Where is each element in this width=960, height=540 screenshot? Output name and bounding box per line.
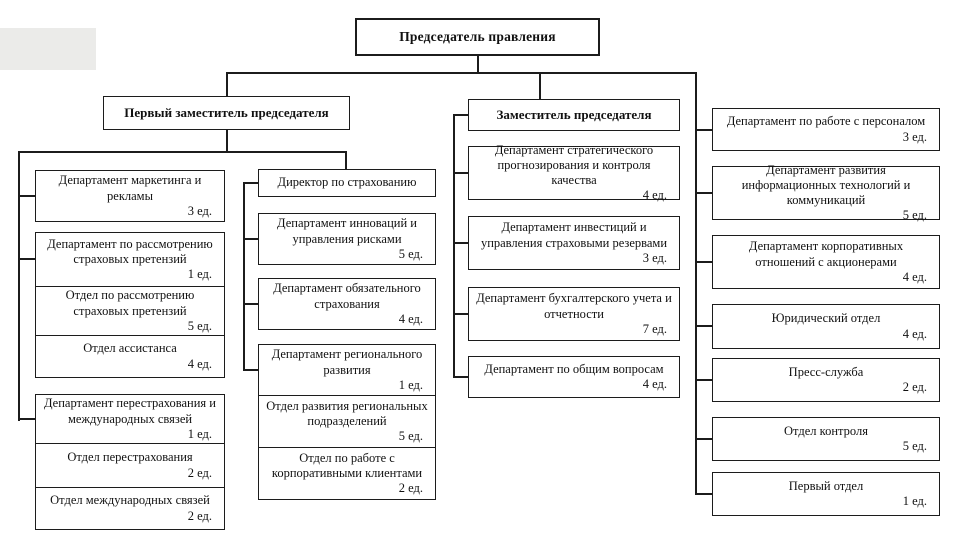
box-shareholder-relations-dept (712, 235, 940, 289)
connector-drop-deputy (539, 72, 541, 100)
box-reinsurance-dept (35, 394, 225, 444)
box-press-service (712, 358, 940, 402)
connector-stub-col1-2 (18, 258, 36, 260)
connector-left-rail (18, 151, 347, 153)
box-hr-dept (712, 108, 940, 151)
box-label: Департамент обязательного страхования (273, 281, 421, 311)
connector-stub-col4-5 (695, 379, 713, 381)
box-label: Пресс-служба (788, 364, 864, 379)
connector-stub-col4-4 (695, 325, 713, 327)
box-label: Первый заместитель председателя (124, 105, 329, 121)
box-units: 3 ед. (902, 129, 927, 144)
box-units: 7 ед. (642, 321, 667, 336)
box-label: Департамент инноваций и управления рисками (277, 216, 417, 246)
box-label: Департамент перестрахования и международных связей (43, 396, 216, 426)
connector-stub-col4-2 (695, 192, 713, 194)
box-label: Департамент бухгалтерского учета и отчетности (476, 291, 672, 321)
box-label: Отдел ассистанса (83, 341, 177, 356)
box-legal-unit (712, 304, 940, 349)
connector-stub-col4-6 (695, 438, 713, 440)
box-marketing-dept (35, 170, 225, 222)
connector-top-rail (226, 72, 697, 74)
box-units: 4 ед. (642, 377, 667, 392)
connector-stub-col2-1 (243, 182, 259, 184)
box-investments-dept (468, 216, 680, 270)
connector-drop-first-deputy (226, 72, 228, 97)
box-units: 4 ед. (642, 188, 667, 203)
box-label: Департамент регионального развития (271, 347, 423, 377)
box-label: Председатель правления (399, 28, 556, 44)
box-units: 2 ед. (398, 481, 423, 496)
connector-col2-spine (243, 182, 245, 371)
box-label: Заместитель председателя (496, 107, 652, 123)
box-label: Отдел развития региональных подразделений (266, 398, 428, 428)
connector-stub-col3-0 (453, 114, 469, 116)
box-label: Отдел контроля (784, 423, 868, 438)
box-units: 5 ед. (902, 439, 927, 454)
box-label: Отдел по рассмотрению страховых претензий (65, 288, 195, 318)
box-label: Департамент развития информационных технологий и коммуникаций (741, 162, 911, 208)
box-label: Департамент маркетинга и рекламы (58, 173, 202, 203)
box-label: Отдел международных связей (50, 493, 210, 508)
box-mandatory-insurance-dept (258, 278, 436, 330)
connector-col3-spine (453, 114, 455, 378)
box-units: 2 ед. (187, 465, 212, 480)
connector-first-deputy-down (226, 130, 228, 153)
box-label: Департамент по общим вопросам (484, 361, 664, 376)
box-label: Департамент по рассмотрению страховых претензий (47, 236, 213, 266)
box-it-dept (712, 162, 940, 223)
box-label: Департамент стратегического прогнозирования и контроля качества (494, 142, 654, 188)
box-label: Директор по страхованию (277, 175, 417, 190)
connector-drop-director (345, 151, 347, 170)
connector-stub-col1-1 (18, 195, 36, 197)
box-accounting-dept (468, 287, 680, 341)
connector-stub-col2-2 (243, 238, 259, 240)
box-insurance-director (258, 169, 436, 197)
box-units: 5 ед. (398, 429, 423, 444)
box-units: 3 ед. (187, 203, 212, 218)
box-label: Отдел по работе с корпоративными клиентами (271, 450, 423, 480)
box-regional-dept (258, 344, 436, 396)
box-strategic-dept (468, 142, 680, 203)
connector-stub-col3-3 (453, 313, 469, 315)
box-units: 5 ед. (902, 208, 927, 223)
box-units: 4 ед. (902, 326, 927, 341)
connector-root-drop (477, 56, 479, 73)
box-international-unit (35, 488, 225, 530)
connector-stub-col2-3 (243, 303, 259, 305)
box-assistance-unit (35, 336, 225, 378)
box-reinsurance-unit (35, 444, 225, 488)
box-innovation-dept (258, 213, 436, 265)
scan-artifact (0, 28, 96, 70)
box-units: 1 ед. (187, 426, 212, 441)
box-corporate-clients-unit (258, 448, 436, 500)
connector-stub-col1-3 (18, 418, 36, 420)
box-regional-dev-unit (258, 396, 436, 448)
box-label: Департамент корпоративных отношений с акционерами (748, 239, 904, 269)
box-units: 4 ед. (902, 269, 927, 284)
box-units: 2 ед. (187, 508, 212, 523)
box-units: 5 ед. (187, 318, 212, 333)
box-control-unit (712, 417, 940, 461)
box-claims-unit (35, 287, 225, 336)
box-units: 5 ед. (398, 246, 423, 261)
connector-stub-col3-2 (453, 242, 469, 244)
box-label: Департамент по работе с персоналом (726, 114, 926, 129)
box-units: 4 ед. (398, 311, 423, 326)
box-units: 4 ед. (187, 356, 212, 371)
box-deputy (468, 99, 680, 131)
box-units: 1 ед. (398, 377, 423, 392)
box-chairman (355, 18, 600, 56)
connector-stub-col4-7 (695, 493, 713, 495)
box-label: Юридический отдел (771, 311, 881, 326)
box-units: 1 ед. (187, 267, 212, 282)
box-units: 2 ед. (902, 380, 927, 395)
connector-stub-col3-1 (453, 172, 469, 174)
connector-right-spine (695, 72, 697, 495)
connector-stub-col3-4 (453, 376, 469, 378)
box-units: 1 ед. (902, 494, 927, 509)
box-label: Первый отдел (788, 478, 864, 493)
box-first-deputy (103, 96, 350, 130)
box-claims-dept (35, 232, 225, 287)
box-label: Отдел перестрахования (67, 450, 193, 465)
connector-stub-col2-4 (243, 369, 259, 371)
box-units: 3 ед. (642, 250, 667, 265)
connector-col1-spine (18, 151, 20, 421)
box-first-unit (712, 472, 940, 516)
connector-stub-col4-1 (695, 129, 713, 131)
box-label: Департамент инвестиций и управления страховыми резервами (480, 220, 668, 250)
connector-stub-col4-3 (695, 261, 713, 263)
box-general-affairs-dept (468, 356, 680, 398)
